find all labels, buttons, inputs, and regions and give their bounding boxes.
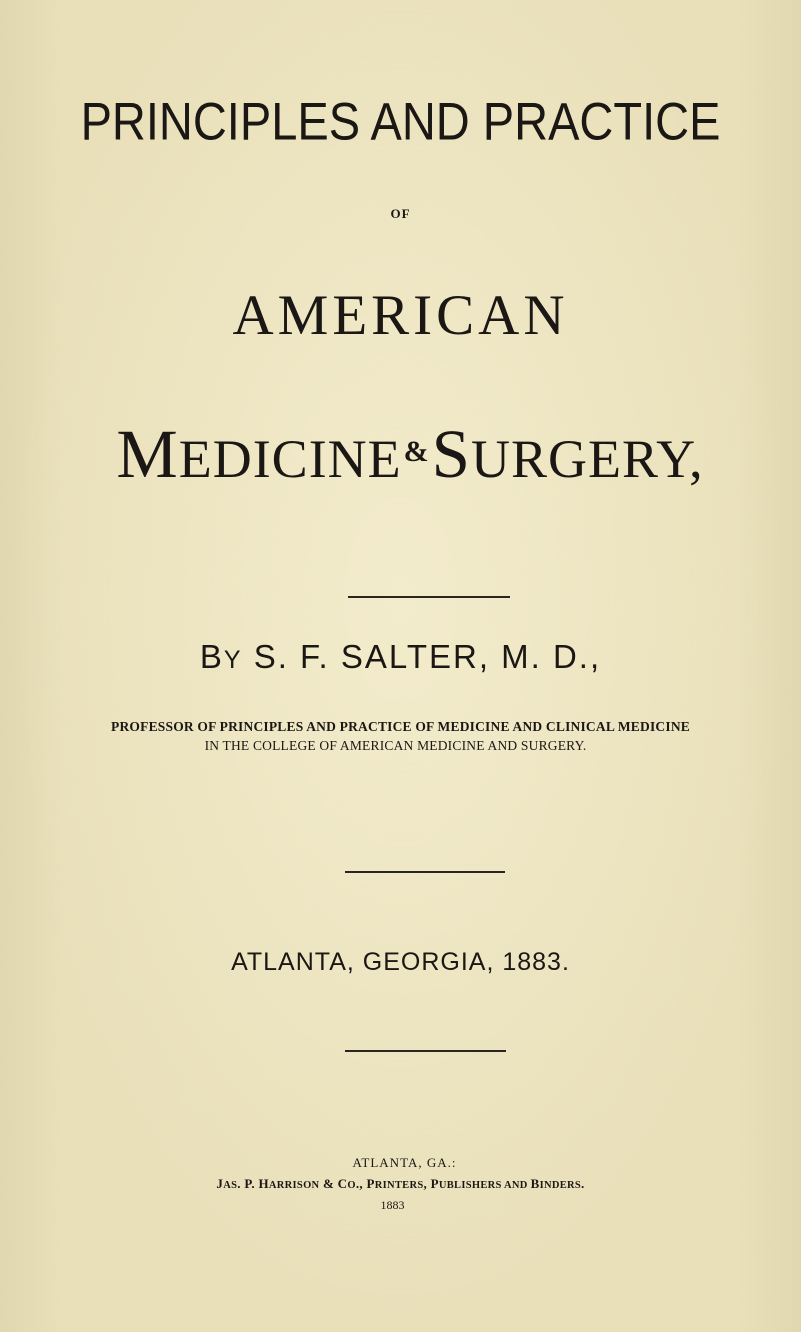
printer-mid-3: ., P — [355, 1176, 375, 1191]
printer-arrison: ARRISON — [268, 1180, 320, 1191]
printer-mid-4: , P — [423, 1176, 439, 1191]
author-name: S. F. SALTER, M. D., — [253, 638, 602, 675]
author-line — [0, 638, 801, 676]
title-line-of: OF — [390, 206, 411, 221]
printer-b: B — [530, 1176, 540, 1191]
printer-as: AS — [223, 1180, 238, 1191]
divider-rule-1 — [348, 596, 510, 598]
printer-j: J — [216, 1176, 224, 1191]
title-line-american: AMERICAN — [232, 284, 569, 347]
printer-ublishers: UBLISHERS — [438, 1180, 502, 1191]
author-by-initial: B — [199, 638, 224, 675]
title-line-medicine-surgery — [20, 415, 800, 494]
author-position-line-1: PROFESSOR OF PRINCIPLES AND PRACTICE OF MEDICINE AND CLINICAL MEDICINE — [111, 719, 690, 734]
medicine-rest: EDICINE — [178, 429, 402, 489]
printer-inders: INDERS — [539, 1180, 582, 1191]
title-line-principles: PRINCIPLES AND PRACTICE — [80, 91, 721, 151]
divider-rule-2 — [345, 871, 505, 873]
printer-and: AND — [501, 1180, 531, 1191]
surgery-rest: URGERY, — [471, 429, 704, 489]
author-position-line-2: IN THE COLLEGE OF AMERICAN MEDICINE AND SURGERY. — [204, 738, 587, 753]
printer-mid-2: & C — [319, 1176, 348, 1191]
surgery-initial: S — [431, 416, 472, 492]
author-by-rest: Y — [223, 646, 243, 674]
place-date: ATLANTA, GEORGIA, 1883. — [231, 948, 570, 976]
printer-end: . — [581, 1176, 585, 1191]
printer-rinters: RINTERS — [374, 1180, 424, 1191]
imprint-city: ATLANTA, GA.: — [352, 1155, 457, 1170]
ampersand-ornament: & — [403, 435, 430, 468]
imprint-printer — [0, 1176, 801, 1192]
imprint-year: 1883 — [380, 1198, 405, 1212]
medicine-initial: M — [116, 416, 179, 492]
printer-mid-1: . P. H — [237, 1176, 269, 1191]
divider-rule-3 — [345, 1050, 506, 1052]
printer-o: O — [347, 1180, 356, 1191]
